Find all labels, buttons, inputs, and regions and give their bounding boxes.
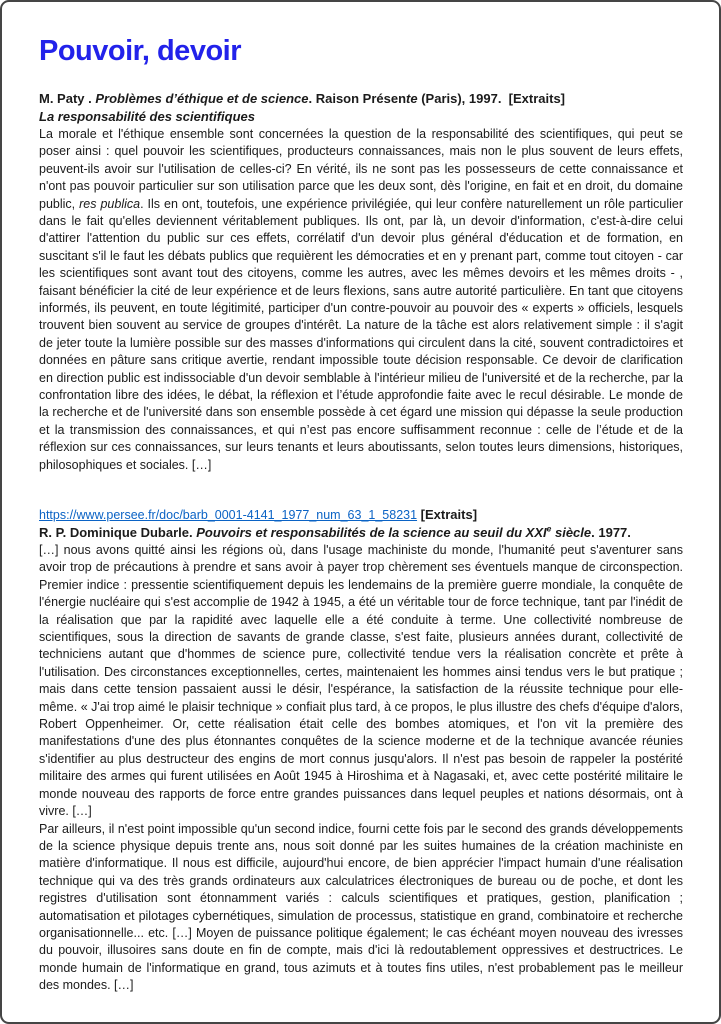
paty-excerpt-paragraph (39, 126, 683, 474)
citation-paty-author: M. Paty . (39, 90, 96, 106)
citation-paty-work-title: Problèmes d’éthique et de science (95, 90, 309, 106)
citation-paty (39, 90, 683, 108)
citation-dubarle-work-title-end: siècle (551, 525, 592, 541)
paty-excerpt-part1: La morale et l'éthique ensemble sont concernées la question de la responsabilité des scientifiques, qui peut se poser ainsi : quel pouvoir les scientifiques, producteurs connaissances, mais non le plus souvent de leurs effets, peuvent-ils avoir sur l'utilisation de celles-ci? En vérité, ils ne sont pas les possesseurs de cette connaissance et n'ont pas pouvoir particulier sur son utilisation parce que les deux sont, dès l'origine, en fait et en droit, du domaine public, (39, 126, 683, 211)
citation-paty-tail: (Paris), 1997. [Extraits] (417, 90, 566, 106)
section-subtitle: La responsabilité des scientifiques (39, 108, 256, 124)
persee-hyperlink[interactable]: https://www.persee.fr/doc/barb_0001-4141_1977_num_63_1_58231 (39, 508, 418, 523)
citation-dubarle-work-title (196, 525, 591, 540)
citation-dubarle-superscript: e (546, 523, 552, 534)
dubarle-excerpt-paragraph-2: Par ailleurs, il n'est point impossible qu'un second indice, fourni cette fois par le second des grands développements de la science physique depuis trente ans, nous soit donné par les suites humaines de la création machiniste en matière d'informatique. Il nous est difficile, aujourd'hui encore, de bien apprécier l'impact humain d'une réalisation technique qui va des très grands ordinateurs aux calculatrices électroniques de bureau ou de poche, et dont les registres d'utilisation sont étonnamment variés : calculs scientifiques et pratiques, gestion, planification ; automatisation et pilotages cybernétiques, simulation de processus, statistique en grand, combinatoire et recherche organisationnelle... etc. […] Moyen de puissance politique également; le cas échéant moyen nouveau des ivresses du pouvoir, illusoires sans doute en fin de compte, mais d'ici là redoutablement oppressives et destructrices. Le monde humain de l'informatique en grand, tous azimuts et à toutes fins utiles, n'est probablement pas le meilleur des mondes. […] (39, 821, 683, 993)
paty-excerpt-latin-phrase: res publica (79, 196, 141, 211)
persee-link-extraits-label: [Extraits] (417, 507, 478, 523)
dubarle-excerpt-paragraph-1: […] nous avons quitté ainsi les régions où, dans l'usage machiniste du monde, l'humanité peut s'aventurer sans avoir trop de précautions à prendre et sans avoir à payer trop chèrement ses éventuels manque de circonspection. Premier indice : pressentie scientifiquement depuis les lendemains de la première guerre mondiale, la conquête de l'énergie nucléaire qui s'est accomplie de 1942 à 1945, a été un véritable tour de force technique, tant par l'inédit de la réalisation que par la rapidité avec laquelle elle a été conduite à terme. Une collectivité nombreuse de scientifiques, sous la direction de savants de grande classe, s'est faite, plusieurs années durant, collectivité de techniciens autant que d'hommes de science pure, collectivité tendue vers la réalisation concrète et prête à l'utilisation. Des circonstances exceptionnelles, certes, maintenaient les hommes ainsi tendus vers le but pratique ; mais dans cette tension passaient aussi le désir, l'espérance, la satisfaction de la réussite technique pour elle-même. « J'ai trop aimé le plaisir technique » confiait plus tard, à ce propos, le plus illustre des chefs d'équipe d'alors, Robert Oppenheimer. Or, cette réalisation était celle des bombes atomiques, et l'on vit la première des manifestations d'une des plus étonnantes conquêtes de la science moderne et de la technique avancée réunies s'identifier au plus destructeur des engins de mort connus jusqu'alors. Il n'est pas besoin de rappeler la postérité militaire des armes qui furent utilisées en Août 1945 à Hiroshima et à Nagasaki, et, avec cette postérité militaire le monde nouveau des rapports de force entre grandes puissances dans lequel peuples et nations désormais, ont à vivre. […] (39, 543, 683, 819)
citation-dubarle-author: R. P. Dominique Dubarle. (39, 525, 197, 541)
section-gap (39, 474, 683, 506)
paty-excerpt-part2: . Ils en ont, toutefois, une expérience privilégiée, qui leur confère naturellement un rôle particulier dans le fait qu'elles deviennent véritablement publiques. Ils ont, par là, un devoir d'information, c'est-à-dire celui d'attirer l'attention du public sur ces effets, corrélatif d'un devoir plus général d'éducation et de formation, en suscitant s'il le faut les débats publics que requièrent les démocraties et en y prenant part, comme tout citoyen - car les scientifiques sont avant tout des citoyens, comme les autres, avec les mêmes devoirs et les mêmes droits - , faisant bénéficier la cité de leur expérience et de leurs flexions, sans autre autorité particulière. En tant que citoyens informés, ils peuvent, en toute légitimité, participer d'un contre-pouvoir au pouvoir des « experts » officiels, lesquels trouvent bien souvent au service de groupes d'intérêt. La nature de la tâche est alors relativement simple : il s'agit de jeter toute la lumière possible sur des masses d'informations qui circulent dans la cité, souvent contradictoires et données en pâture sans critique avertie, rendant impossible toute décision responsable. Ce devoir de clarification en direction public est indissociable d'un devoir semblable à l'intérieur milieu de l'université et de la recherche, par la confrontation libre des idées, le débat, la réflexion et l’étude approfondie faite avec le recul désirable. Le monde de la recherche et de l'université dans son ensemble possède à cet égard une mission qui dépasse la seule production et la transmission des connaissances, et qui n’est pas encore suffisamment reconnue : celle de l’étude et de la réflexion sur ces connaissances, sur leurs tenants et leurs aboutissants, selon toutes leurs dimensions, historiques, philosophiques et sociales. […] (39, 196, 683, 472)
citation-paty-journal-italic-tail: te (406, 90, 418, 106)
page-title: Pouvoir, devoir (39, 35, 241, 67)
citation-paty-journal: . Raison Présen (308, 90, 407, 106)
citation-dubarle-work-title-main: Pouvoirs et responsabilités de la science au seuil du XXI (196, 525, 547, 541)
persee-link-line (39, 506, 683, 524)
citation-dubarle (39, 524, 683, 542)
citation-dubarle-year: . 1977. (591, 525, 631, 541)
